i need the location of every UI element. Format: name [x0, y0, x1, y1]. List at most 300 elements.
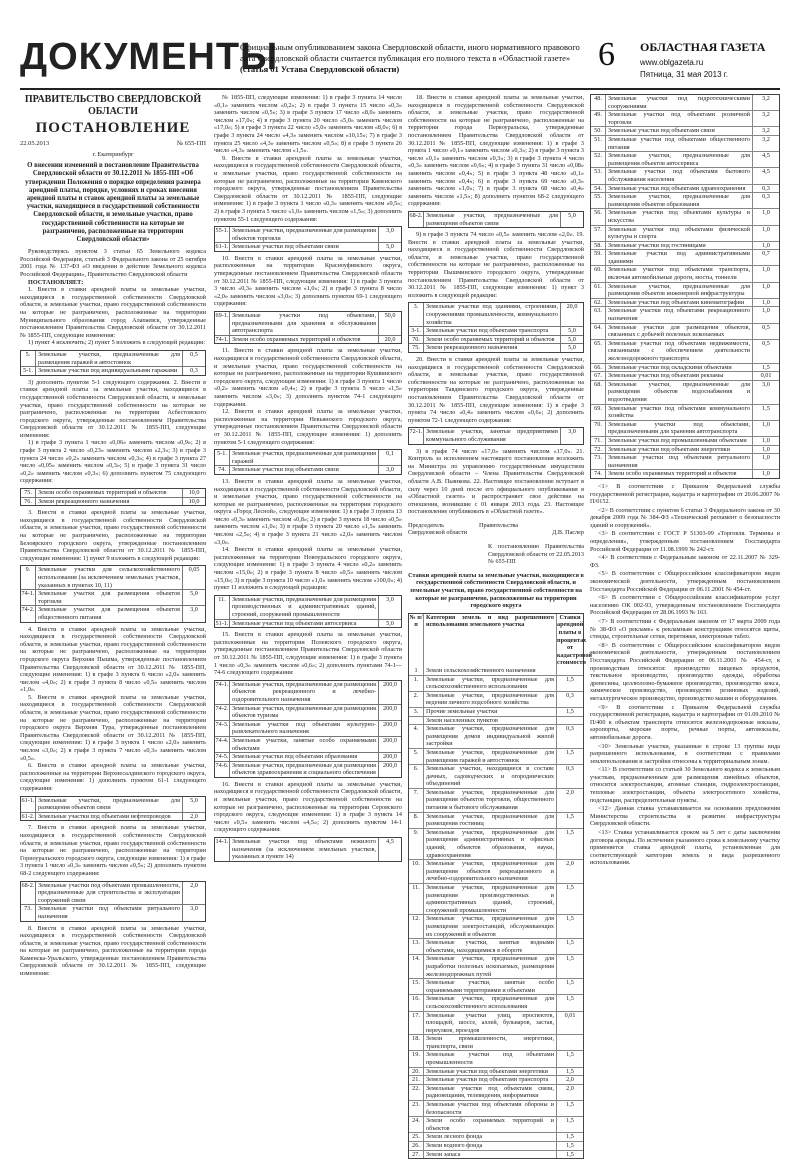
table-row: [409, 788, 583, 812]
row-description: Земельные участки под объектами здравоохранения: [608, 184, 746, 192]
row-number: [409, 717, 424, 725]
table-row: [591, 110, 779, 126]
table-row: 51-1. Земельные участки под объектами автосервиса 5,0: [215, 619, 401, 628]
row-rate: 3,2: [752, 111, 779, 126]
row-description: Земли лесного фонда: [426, 1133, 483, 1141]
table-row: 5-1. Земельные участки, предназначенные для размещения гаражей 0,1: [215, 450, 401, 465]
table-row: 5-1. Земельные участки под индивидуальными гаражами 0,3: [21, 366, 205, 375]
row-number: 19.: [409, 1051, 424, 1066]
row-description: Земельные участки под складскими объектами: [608, 363, 732, 371]
row-number: 50.: [591, 127, 606, 135]
paragraph: 3) в графе 74 число «17,0» заменить числом «17,0». 21. Контроль за исполнением настоящего постановления возложить на Министра по управлению государственным имуществом Свердловской области – Члена Правительства Свердловской области А.В. Пьянкова. 22. Настоящее постановление вступает в силу через 10 дней после его официального опубликования в «Областной газете» и распространяет свое действие на отношения, возникшие с 01 января 2013 года. 23. Настоящее постановление опубликовать в «Областной газете».: [408, 447, 584, 516]
row-number: 12.: [409, 915, 424, 938]
paragraph: 1. Внести в ставки арендной платы за земельные участки, находящиеся в государственной собственности Свердловской области, и земельные участки, право государственной собственности на которые не разграничено, расположенные на территории Муниципального образования город Алапаевск, утвержденные постановлением Правительства Свердловской области от 30.12.2011 № 1855-ПП, следующие изменения:: [20, 286, 206, 339]
paragraph: 18. Внести в ставки арендной платы за земельные участки, находящиеся в государственной собственности Свердловской области, и земельные участки, право государственной собственности на которые не разграничено, расположенные на территории города Первоуральска, утвержденные постановлением Правительства Свердловской области от 30.12.2011 № 1855-ПП, следующие изменения: 1) в графе 3 пункта 1 число «0,1» заменить числом «0,3»; 2) в графе 3 пункта 3 число «0,1» заменить числом «0,3»; 3) в графе 3 пункта 4 число «0,3» заменить числом «0,6»; 4) в графе 3 пункта 31 число «0,08» заменить числом «0,4»; 5) в графе 3 пункта 48 число «0,1» заменить числом «0,4»; 6) в графе 3 пункта 69 число «0,3» заменить числом «1,0»; 7) в графе 3 пункта 68 число «0,4» заменить числом «1,5»; 8) дополнить пунктом 68-2 следующего содержания:: [408, 94, 584, 208]
table-row: [591, 241, 779, 250]
row-number: 67.: [591, 372, 606, 380]
table-row: 68-2. Земельные участки, предназначенные для размещения объектов связи 5,0: [409, 212, 583, 227]
row-number: 66.: [591, 364, 606, 372]
row-number: 59.: [591, 250, 606, 265]
table-row: 74-1. Земельные участки для размещения объектов торговли 5,0: [21, 589, 205, 605]
row-rate: 0,5: [752, 340, 779, 363]
row-description: Земельные участки для размещения объектов, связанных с добычей полезных ископаемых: [608, 323, 750, 339]
row-number: 20.: [409, 1068, 424, 1076]
row-rate: 1,5: [556, 676, 583, 691]
row-rate: [556, 667, 583, 675]
website-link[interactable]: www.oblgazeta.ru: [640, 58, 704, 67]
table-row: [409, 764, 583, 788]
row-rate: 2,0: [556, 860, 583, 883]
row-description: Земельные участки под объектами розничной торговли: [608, 111, 750, 126]
paragraph: 16. Внести в ставки арендной платы за земельные участки, находящиеся в государственной собственности Свердловской области, и земельные участки, право государственной собственности на которые не разграничено, расположенные на территории Серовского городского округа, следующие изменения: 1) в графе 3 пункта 14 число «0,5» заменить числом «4,5»; 2) дополнить пунктом 14-1 следующего содержания:: [214, 780, 402, 834]
column-3: [408, 94, 592, 1158]
row-number: 53.: [591, 168, 606, 183]
table-row: [591, 436, 779, 445]
table-row: [409, 748, 583, 764]
row-number: 3.: [409, 708, 424, 716]
row-rate: 3,2: [752, 127, 779, 135]
decree-number: № 655-ПП: [176, 140, 206, 147]
table-row: 14-1. Земельные участки под объектами нежилого назначения (за исключением земельных участков, указанных в пункте 14) 4,5: [215, 838, 401, 861]
row-number: 74.: [591, 470, 606, 478]
row-number: 65.: [591, 340, 606, 363]
paragraph: 15. Внести в ставки арендной платы за земельные участки, расположенные на территории Полевского городского округа, утвержденные постановлением Правительства Свердловской области от 30.12.2011 № 1855-ПП, следующие изменения: 1) в графе 3 пункта 1 число «0,3» заменить числом «0,6»; 2) дополнить пунктами 74-1—74-6 следующего содержания:: [214, 631, 402, 677]
row-description: Земельные участки под объектами энергетики: [426, 1067, 548, 1075]
table-row: [591, 208, 779, 224]
row-rate: 1,0: [752, 421, 779, 436]
footnote: <7> В соответствии с Федеральным законом от 17 марта 2009 года № 38-ФЗ «О рекламе» к рекламным конструкциям относятся щиты, стенды, строительные сетки, перетяжки, электронные табло.: [590, 618, 780, 641]
paragraph: 8. Внести в ставки арендной платы за земельные участки, находящиеся в государственной собственности Свердловской области, и земельные участки, право государственной собственности на которые не разграничено, расположенные на территории города Каменска-Уральского, утвержденные постановлением Правительства Свердловской области от 30.12.2011 № 1855-ПП, следующие изменения:: [20, 924, 206, 978]
row-description: Земельные участки под объектами культуры и искусства: [608, 209, 750, 224]
row-description: Земельные участки улиц, проспектов, площадей, шоссе, аллей, бульваров, застав, переулков, проездов: [426, 1011, 554, 1034]
footnote: <5> В соответствии с Общероссийским классификатором видов экономической деятельности, утвержденным постановлением Госстандарта Российской Федерации от 06.11.2001 № 454-ст.: [590, 570, 780, 593]
amendment-table: [214, 680, 402, 778]
table-row: [591, 95, 779, 110]
row-description: Земельные участки под объектами энергетики: [608, 445, 730, 453]
table-row: 74-2. Земельные участки, предназначенные для размещения объектов туризма 200,0: [215, 704, 401, 720]
decree-resolves: ПОСТАНОВЛЯЕТ:: [28, 278, 84, 286]
footnote: <12> Данная ставка устанавливается на основании предложения Министерства строительства и развития инфраструктуры Свердловской области.: [590, 805, 780, 828]
row-rate: 1,5: [556, 1133, 583, 1141]
table-row: [409, 954, 583, 978]
row-description: Земельные участки, предназначенные для размещения административных и офисных зданий, объектов образования, науки, здравоохранения: [426, 828, 554, 859]
row-number: 69.: [591, 405, 606, 420]
table-row: [591, 265, 779, 281]
notice-bold: (статья 61 Устава Свердловской области): [240, 64, 400, 74]
table-row: [591, 469, 779, 478]
row-rate: 1,5: [556, 915, 583, 938]
decree-preamble: Руководствуясь пунктом 3 статьи 65 Земельного кодекса Российской Федерации, статьей 3 Федерального закона от 25 октября 2001 года № 137-ФЗ «О введении в действие Земельного кодекса Российской Федерации», Правительство Свердловской области: [20, 248, 206, 278]
row-description: Земельные участки под гидротехническими сооружениями: [608, 95, 750, 110]
paragraph: 1) пункт 4 исключить; 2) пункт 5 изложить в следующей редакции:: [28, 339, 206, 347]
row-rate: 0,3: [752, 193, 779, 208]
table-row: [409, 1084, 583, 1100]
row-number: 1.: [409, 676, 424, 691]
row-rate: 1,5: [556, 995, 583, 1010]
row-number: 48.: [591, 95, 606, 110]
table-row: 74-1. Земельные участки, предназначенные для размещения объектов рекреационного и лечебно-оздоровительного назначения 200,0: [215, 681, 401, 704]
row-description: Земельные участки, занятые особо охраняемыми территориями и объектами: [426, 979, 554, 994]
row-number: 1: [409, 667, 424, 675]
table-row: [409, 883, 583, 914]
row-number: 73.: [591, 454, 606, 469]
table-row: [591, 151, 779, 167]
row-description: Земельные участки под объектами физической культуры и спорта: [608, 225, 750, 241]
table-row: 74-6. Земельные участки, предназначенные для размещения объектов здравоохранения и социального обеспечения 200,0: [215, 761, 401, 777]
paragraph: 7. Внести в ставки арендной платы за земельные участки, находящиеся в государственной собственности Свердловской области, и земельные участки, право государственной собственности на которые не разграничено, расположенные на территории Горноуральского городского округа, следующие изменения: 1) в графе 3 пункта 1 число «0,3» заменить числом «0,5»; 2) дополнить пунктом 68-2 следующего содержания:: [20, 824, 206, 877]
row-description: Земли особо охраняемых территорий и объектов: [426, 1117, 554, 1132]
row-description: Земельные участки под объектами общественного питания: [608, 135, 750, 151]
table-row: 5. Земельные участки, предназначенные для размещения гаражей и автостоянок 0,5: [21, 351, 205, 366]
table-row: [409, 938, 583, 954]
row-number: 7.: [409, 789, 424, 812]
amendment-table: [214, 226, 402, 252]
row-number: 6.: [409, 765, 424, 788]
row-description: Земельные участки, предназначенные для размещения объектов рекреационного и лечебно-оздоровительного назначения: [426, 860, 554, 883]
table-row: [409, 1075, 583, 1084]
table-row: 70. Земли особо охраняемых территорий и объектов 5,0: [409, 335, 583, 344]
table-row: [409, 828, 583, 859]
amendment-table: [408, 427, 584, 444]
row-number: 55.: [591, 193, 606, 208]
page-number: 6: [598, 36, 615, 73]
table-row: [409, 978, 583, 994]
amendment-table: [214, 449, 402, 475]
row-description: Земельные участки под объектами ритуального назначения: [608, 454, 750, 469]
footnote: <9> В соответствии с Приказом Федеральной службы государственной регистрации, кадастра и картографии от 01.09.2010 № П/400 к объектам транспорта относятся железнодорожные вокзалы, аэропорты, морские порты, речные порты, автовокзалы, автомобильные дороги.: [590, 703, 780, 741]
section-title: ДОКУМЕНТЫ: [20, 36, 279, 78]
row-rate: 1,5: [556, 1068, 583, 1076]
table-row: [591, 323, 779, 339]
row-rate: 1,5: [556, 829, 583, 859]
row-rate: 1,5: [556, 955, 583, 978]
table-row: [591, 298, 779, 307]
row-description: Земельные участки под объектами обороны и безопасности: [426, 1101, 554, 1116]
row-description: Земельные участки, предназначенные для размещения объектов автосервиса: [608, 152, 750, 167]
table-row: [591, 404, 779, 420]
table-row: 76. Земли рекреационного назначения 10,0: [21, 497, 205, 506]
table-row: 74-5. Земельные участки под объектами образования 200,0: [215, 752, 401, 761]
row-rate: 2,0: [556, 789, 583, 812]
row-number: 54.: [591, 185, 606, 193]
table-row: [409, 667, 583, 675]
table-row: [409, 716, 583, 725]
table-row: 74-1. Земли особо охраняемых территорий и объектов 20,0: [215, 335, 401, 344]
row-rate: 1,5: [752, 405, 779, 420]
row-description: Земельные участки, предназначенные для размещения объектов инженерной инфраструктуры: [608, 282, 750, 298]
table-row: [409, 707, 583, 716]
footnote: <10> Земельные участки, указанные в строке 13 группы вида разрешенного использования, в соответствии с правилами землепользования и застройки отнесены к территориальным зонам.: [590, 742, 780, 765]
table-row: [409, 1050, 583, 1066]
decree-meta: [20, 140, 206, 148]
row-number: 11.: [409, 884, 424, 914]
row-description: Земельные участки под объектами транспорта: [426, 1076, 549, 1084]
amendment-table: [408, 302, 584, 353]
paragraph: 20. Внести в ставки арендной платы за земельные участки, находящиеся в государственной собственности Свердловской области, и земельные участки, право государственной собственности на которые не разграничено, расположенные на территории Тавдинского городского округа, утвержденные постановлением Правительства Свердловской области от 30.12.2011 № 1855-ПП, следующие изменения: 1) в графе 3 пункта 74 число «0,4» заменить числом «0,6»; 2) дополнить пунктом 72-1 следующего содержания:: [408, 356, 584, 424]
table-row: 61-1. Земельные участки под объектами связи 5,0: [215, 242, 401, 251]
table-row: 75. Земли рекреационного назначения 5,0: [409, 343, 583, 352]
table-row: [409, 675, 583, 691]
column-4: [590, 94, 780, 1104]
row-rate: 1,5: [556, 1101, 583, 1116]
footnotes: [590, 483, 780, 867]
table-row: 68-2. Земельные участки под объектами промышленности, предназначенные для строительства и эксплуатации сооружений связи 2,0: [21, 882, 205, 905]
amendment-table: [20, 565, 206, 622]
row-description: Земли запаса: [426, 1150, 461, 1158]
row-description: Земельные участки под административными зданиями: [608, 250, 750, 265]
table-row: 11. Земельные участки, предназначенные для размещения производственных и административных зданий, строений, сооружений промышленности 3,0: [215, 596, 401, 619]
row-number: 13.: [409, 939, 424, 954]
table-row: [591, 192, 779, 208]
row-rate: 1,5: [556, 884, 583, 914]
decree-date: 22.05.2013: [20, 140, 50, 147]
table-row: [591, 249, 779, 265]
table-row: [591, 420, 779, 436]
row-number: 17.: [409, 1012, 424, 1035]
row-rate: 1,5: [556, 1051, 583, 1066]
row-description: Земельные участки под промышленными объектами: [608, 436, 747, 444]
signature-block: [408, 522, 584, 537]
table-row: [409, 994, 583, 1010]
row-rate: 1,0: [752, 307, 779, 322]
row-number: 23.: [409, 1101, 424, 1116]
table-row: [409, 691, 583, 707]
row-description: Земельные участки, предназначенные для размещения объектов образования: [608, 193, 750, 208]
table-row: 69-1. Земельные участки под объектами, предназначенными для хранения и обслуживания автотранспорта 50,0: [215, 312, 401, 335]
amendment-table: [20, 488, 206, 506]
row-rate: 0,3: [556, 692, 583, 707]
paragraph: 3) дополнить пунктом 5-1 следующего содержания. 2. Внести в ставки арендной платы за земельные участки, находящиеся в государственной собственности Свердловской области, и земельные участки, право государственной собственности на которые не разграничено, расположенные на территории Асбестовского городского округа, утвержденные постановлением Правительства Свердловской области от 30.12.2011 № 1855-ПП, следующие изменения:: [20, 378, 206, 439]
row-number: 58.: [591, 242, 606, 250]
table-row: [409, 1150, 583, 1159]
footnote: <2> В соответствии с пунктом 6 статьи 3 Федерального закона от 30 декабря 2009 года № 384-ФЗ «Технический регламент о безопасности зданий и сооружений».: [590, 506, 780, 529]
table-row: 73. Земельные участки под объектами ритуального назначения 3,0: [21, 904, 205, 920]
row-number: 4.: [409, 725, 424, 748]
paragraph: 1) в графе 3 пункта 1 число «0,06» заменить числом «0,9»; 2) в графе 3 пункта 2 число «0,23» заменить числом «2,3»; 3) в графе 3 пункта 24 число «0,2» заменить числом «0,3»; 4) в графе 3 пункта 27 число «0,05» заменить числом «0,3»; 5) в графе 3 пункта 31 число «0,2» заменить числом «0,3»; 6) дополнить пунктом 75 следующего содержания:: [20, 439, 206, 485]
row-number: 22.: [409, 1085, 424, 1100]
row-number: 5.: [409, 749, 424, 764]
row-rate: 1,5: [556, 1142, 583, 1150]
row-description: Земельные участки под объектами кинематографии: [608, 298, 745, 306]
row-rate: 3,0: [752, 381, 779, 404]
row-description: Земельные участки под объектами рекреационного назначения: [608, 307, 750, 323]
table-row: [591, 453, 779, 469]
table-row: [409, 914, 583, 938]
paragraph: 11. Внести в ставки арендной платы за земельные участки, находящиеся в государственной собственности Свердловской области, и земельные участки, право государственной собственности на которые не разграничено, расположенные на территории Кушвинского городского округа, следующие изменения: 1) в графе 3 пункта 1 число «0,2» заменить числом «0,4»; 2) в графе 3 пункта 5 число «1,5» заменить числом «3,0»; 3) дополнить пунктом 74-1 следующего содержания.: [214, 347, 402, 408]
footnote: <4> В соответствии с Федеральным законом от 22.11.2007 № 329-ФЗ.: [590, 554, 780, 569]
row-rate: [556, 717, 583, 725]
signature-name: Д.В. Паслер: [552, 529, 584, 537]
row-rate: 1,0: [752, 283, 779, 298]
paragraph: 9) в графе 3 пункта 74 число «0,5» заменить числом «2,0». 19. Внести в ставки арендной платы за земельные участки, находящиеся в государственной собственности Свердловской области, и земельные участки, право государственной собственности на которые не разграничено, расположенные на территории Пышминского городского округа, утвержденные постановлением Правительства Свердловской области от 30.12.2011 № 1855-ПП, следующие изменения: 1) пункт 3 изложить в следующей редакции:: [408, 231, 584, 299]
row-description: Земельные участки, предназначенные для размещения объектов водоснабжения и водоотведения: [608, 380, 750, 403]
paragraph: 3. Внести в ставки арендной платы за земельные участки, находящиеся в государственной собственности Свердловской области, и земельные участки, право государственной собственности на которые не разграничено, расположенные на территории Белоярского городского округа, утвержденные постановлением Правительства Свердловской области от 30.12.2011 № 1855-ПП, следующие изменения: 1) пункт 9 изложить в следующей редакции:: [20, 509, 206, 562]
row-number: 2.: [409, 692, 424, 707]
table-row: [409, 1100, 583, 1116]
rates-table-title: Ставки арендной платы за земельные участки, находящиеся в государственной собственности Свердловской области, и земельные участки, право государственной собственности на которые не разграничено, расположенные на территории городского округа: [408, 571, 584, 610]
row-number: 62.: [591, 299, 606, 307]
row-description: Земли особо охраняемых территорий и объектов: [608, 470, 737, 478]
table-row: [409, 1011, 583, 1035]
table-row: [409, 1132, 583, 1141]
column-1: [20, 94, 206, 1104]
row-number: 49.: [591, 111, 606, 126]
amendment-table: [214, 595, 402, 628]
table-row: [591, 371, 779, 380]
paragraph: 6. Внести в ставки арендной платы за земельные участки, расположенные на территории Верхнесалдинского городского округа, следующие изменения: 1) дополнить пунктом 61-1 следующего содержания:: [20, 762, 206, 792]
row-rate: 0,5: [752, 324, 779, 339]
amendment-table: [408, 211, 584, 228]
issue-date: Пятница, 31 мая 2013 г.: [640, 70, 728, 79]
row-description: Земельные участки, находящиеся в составе дачных, садоводческих и огороднических объединений: [426, 765, 554, 788]
row-description: Земельные участки, предназначенные для размещения электростанций, обслуживающих их сооружений и объектов: [426, 915, 554, 938]
paragraph: 13. Внести в ставки арендной платы за земельные участки, находящиеся в государственной собственности Свердловской области, и земельные участки, право государственной собственности на которые не разграничено, расположенные на территории городского округа «Город Лесной», следующие изменения: 1) в графе 3 пункта 13 число «0,3» заменить числом «0,8»; 2) в графе 3 пункта 18 число «0,5» заменить числом «1,0»; 3) в графе 3 пункта 20 число «1,5» заменить числом «2,5»; 4) в графе 3 пункта 21 число «2,0» заменить числом «3,0».: [214, 477, 402, 546]
row-rate: 1,0: [752, 454, 779, 469]
row-rate: 1,0: [752, 209, 779, 224]
row-number: 26.: [409, 1142, 424, 1150]
row-rate: 2,0: [556, 1085, 583, 1100]
table-row: [409, 724, 583, 748]
row-description: Земельные участки, предназначенные для размещения гостиниц: [426, 812, 554, 828]
paragraph: 5. Внести в ставки арендной платы за земельные участки, находящиеся в государственной собственности Свердловской области, и земельные участки, право государственной собственности на которые не разграничено, расположенные на территории городского округа Верхняя Тура, утвержденные постановлением Правительства Свердловской области от 30.12.2011 № 1855-ПП, следующие изменения: 1) в графе 3 пункта 1 число «2,0» заменить числом «3,0»; 2) в графе 3 пункта 7 число «0,3» заменить числом «0,5».: [20, 693, 206, 762]
notice-text: Официальным опубликованием закона Свердловской области, иного нормативного правового акта Свердловской области считается публикация его полного текста в «Областной газете»: [240, 42, 580, 63]
table-row: 74-2. Земельные участки для размещения объектов общественного питания 3,0: [21, 605, 205, 621]
row-number: 24.: [409, 1117, 424, 1132]
rates-table: [408, 613, 592, 1159]
row-description: Земельные участки, предназначенные для размещения объектов торговли, общественного питания и бытового обслуживания: [426, 788, 554, 812]
row-rate: 4,5: [752, 168, 779, 183]
row-rate: 1,0: [752, 446, 779, 454]
row-rate: 1,5: [556, 708, 583, 716]
row-rate: 1,5: [556, 939, 583, 954]
table-row: [591, 380, 779, 404]
row-number: 27.: [409, 1151, 424, 1159]
row-rate: 1,5: [556, 813, 583, 828]
signature-title: Председатель Правительства Свердловской области: [408, 521, 518, 537]
row-rate: 1,5: [556, 1151, 583, 1159]
row-rate: 1,5: [556, 749, 583, 764]
table-row: [591, 282, 779, 298]
row-description: Земельные участки под объектами связи, радиовещания, телевидения, информатики: [426, 1084, 554, 1100]
row-description: Земельные участки, предназначенные для разработки полезных ископаемых, размещения железнодорожных путей: [426, 955, 554, 978]
row-number: 9.: [409, 829, 424, 859]
row-rate: 1,0: [752, 437, 779, 445]
row-rate: 0,7: [752, 250, 779, 265]
row-number: 72.: [591, 446, 606, 454]
row-number: 71.: [591, 437, 606, 445]
row-description: Земельные участки, предназначенные для сельскохозяйственного использования: [426, 675, 554, 691]
table-row: [591, 135, 779, 151]
row-rate: 2,0: [556, 1076, 583, 1084]
amendment-table: [214, 311, 402, 344]
table-row: 74-4. Земельные участки, занятые особо охраняемыми объектами 200,0: [215, 736, 401, 752]
row-description: Земельные участки под объектами коммунального хозяйства: [608, 404, 750, 420]
decree-issuer: ПРАВИТЕЛЬСТВО СВЕРДЛОВСКОЙ ОБЛАСТИ: [24, 94, 202, 117]
row-rate: 1,0: [752, 470, 779, 478]
newspaper-name: ОБЛАСТНАЯ ГАЗЕТА: [640, 40, 766, 54]
row-description: Земельные участки под объектами недвижимости, связанными с обеспечением деятельности железнодорожного транспорта: [608, 339, 750, 362]
row-rate: [556, 1035, 583, 1050]
decree-city: г. Екатеринбург: [92, 150, 134, 158]
table-row: [591, 225, 779, 241]
row-rate: 3,2: [752, 136, 779, 151]
row-number: 14.: [409, 955, 424, 978]
table-header: № п/п Категория земель и вид разрешенного использования земельного участка Ставки арендной платы в процентах от кадастровой стоимости: [409, 613, 592, 667]
decree-subject: О внесении изменений в постановление Правительства Свердловской области от 30.12.2011 № 1855-ПП «Об утверждении Положения о порядке определения размера арендной платы, порядке, условиях и сроках внесения арендной платы и ставок арендной платы за земельные участки, находящиеся в государственной собственности Свердловской области, и земельные участки, право государственной собственности на которые не разграничено, расположенные на территории Свердловской области»: [25, 162, 201, 244]
amendment-table: [20, 881, 206, 922]
footnote: <11> В соответствии со статьей 30 Земельного кодекса к земельным участкам, предназначенным для размещения линейных объектов, относятся электростанции, атомные станции, гидроэлектростанции, тепловые электростанции, объекты электросетевого хозяйства, подстанции, распределительные пункты.: [590, 766, 780, 804]
row-description: Земли промышленности, энергетики, транспорта, связи: [426, 1035, 554, 1050]
table-row: 3. Земельные участки под зданиями, строениями, сооружениями промышленности, коммунального хозяйства 20,0: [409, 303, 583, 326]
paragraph: 9. Внести в ставки арендной платы за земельные участки, находящиеся в государственной собственности Свердловской области, и земельные участки, право государственной собственности на которые не разграничено, расположенные на территории Каменского городского округа, утвержденные постановлением Правительства Свердловской области от 30.12.2011 № 1855-ПП, следующие изменения: 1) в графе 3 пункта 1 число «0,3» заменить числом «0,5»; 2) в графе 3 пункта 5 число «1,0» заменить числом «1,5»; 3) дополнить пунктом 55-1 следующего содержания:: [214, 154, 402, 223]
table-row: 75. Земли особо охраняемых территорий и объектов 10,0: [21, 489, 205, 497]
table-row: [409, 812, 583, 828]
row-number: 61.: [591, 283, 606, 298]
row-description: Земельные участки под объектами промышленности: [426, 1051, 554, 1067]
table-row: 74. Земельные участки под объектами связи 3,0: [215, 465, 401, 474]
table-row: [591, 363, 779, 372]
row-number: 21.: [409, 1076, 424, 1084]
row-description: Земельные участки, предназначенные для сельскохозяйственного использования: [426, 995, 554, 1010]
rates-table-continued: [590, 94, 780, 479]
row-rate: 1,0: [752, 242, 779, 250]
row-number: 18.: [409, 1035, 424, 1050]
table-row: [591, 126, 779, 135]
paragraph: 14. Внести в ставки арендной платы за земельные участки, расположенные на территории Новоуральского городского округа, следующие изменения: 1) в графе 3 пункта 4 число «0,2» заменить числом «15,0»; 2) в графе 3 пункта 8 число «0,5» заменить числом «15,0»; 3) в графе 3 пункта 10 число «1,0» заменить числом «100,0»; 4) пункт 11 изложить в следующей редакции:: [214, 546, 402, 592]
footnote: <13> Ставка устанавливается сроком на 5 лет с даты заключения договора аренды. По истечении указанного срока к земельному участку применяется ставка арендной платы, установленная для соответствующей категории земель и вида разрешенного использования.: [590, 829, 780, 867]
row-number: 8.: [409, 813, 424, 828]
row-rate: 0,3: [752, 185, 779, 193]
row-number: 15.: [409, 979, 424, 994]
paragraph: № 1855-ПП, следующие изменения: 1) в графе 3 пункта 14 число «0,1» заменить числом «0,2»; 2) в графе 3 пункта 15 число «0,3» заменить числом «0,5»; 3) в графе 3 пункта 17 число «8,0» заменить числом «17,0»; 4) в графе 3 пункта 20 число «5,0» заменить числом «17,0»; 5) в графе 3 пункта 22 число «5,0» заменить числом «8,0»; 6) в графе 3 пункта 24 число «4,3» заменить числом «10,15»; 7) в графе 3 пункта 25 число «4,3» заменить числом «0,5»; 8) в графе 3 пункта 26 число «4,3» заменить числом «1,5».: [214, 94, 402, 155]
paragraph: 4. Внести в ставки арендной платы за земельные участки, находящиеся в государственной собственности Свердловской области, и земельные участки, право государственной собственности на которые не разграничено, расположенные на территории городского округа Верхняя Пышма, утвержденные постановлением Правительства Свердловской области от 30.12.2011 № 1855-ПП, следующие изменения: 1) в графе 3 пункта 6 число «2,0» заменить числом «4,0»; 2) в графе 3 пункта 8 число «0,5» заменить числом «1,0».: [20, 625, 206, 694]
table-row: [591, 445, 779, 454]
row-description: Земельные участки под объектами связи: [608, 127, 715, 135]
row-rate: 0,01: [556, 1012, 583, 1035]
amendment-table: [20, 796, 206, 822]
row-number: 10.: [409, 860, 424, 883]
row-description: Земельные участки под объектами рекламы: [608, 372, 724, 380]
row-rate: 4,5: [752, 152, 779, 167]
row-rate: 3,2: [752, 95, 779, 110]
table-row: 61-2. Земельные участки под объектами нефтепроводов 2,0: [21, 812, 205, 821]
row-rate: 1,5: [752, 364, 779, 372]
footnote: <1> В соответствии с Приказом Федеральной службы государственной регистрации, кадастра и картографии от 20.06.2007 № П/0152.: [590, 482, 780, 506]
table-row: [409, 1116, 583, 1132]
row-description: Земельные участки под объектами бытового обслуживания населения: [608, 168, 750, 183]
row-number: 51.: [591, 136, 606, 151]
row-number: 57.: [591, 226, 606, 241]
row-description: Земли сельскохозяйственного назначения: [426, 666, 536, 674]
amendment-table: [214, 837, 402, 862]
masthead: [20, 36, 780, 86]
row-rate: 1,0: [752, 299, 779, 307]
row-number: 16.: [409, 995, 424, 1010]
row-number: 70.: [591, 421, 606, 436]
column-2: [214, 94, 402, 1104]
row-description: Прочие земельные участки: [426, 707, 498, 715]
table-row: [591, 184, 779, 193]
publication-notice: [240, 42, 580, 75]
header-rule: [20, 88, 780, 90]
row-rate: 0,3: [556, 725, 583, 748]
table-row: [409, 1067, 583, 1076]
row-number: 25.: [409, 1133, 424, 1141]
row-rate: 1,5: [556, 979, 583, 994]
table-row: 61-1. Земельные участки, предназначенные для размещения объектов связи 5,0: [21, 797, 205, 812]
row-number: 64.: [591, 324, 606, 339]
row-description: Земли населенных пунктов: [426, 716, 498, 724]
